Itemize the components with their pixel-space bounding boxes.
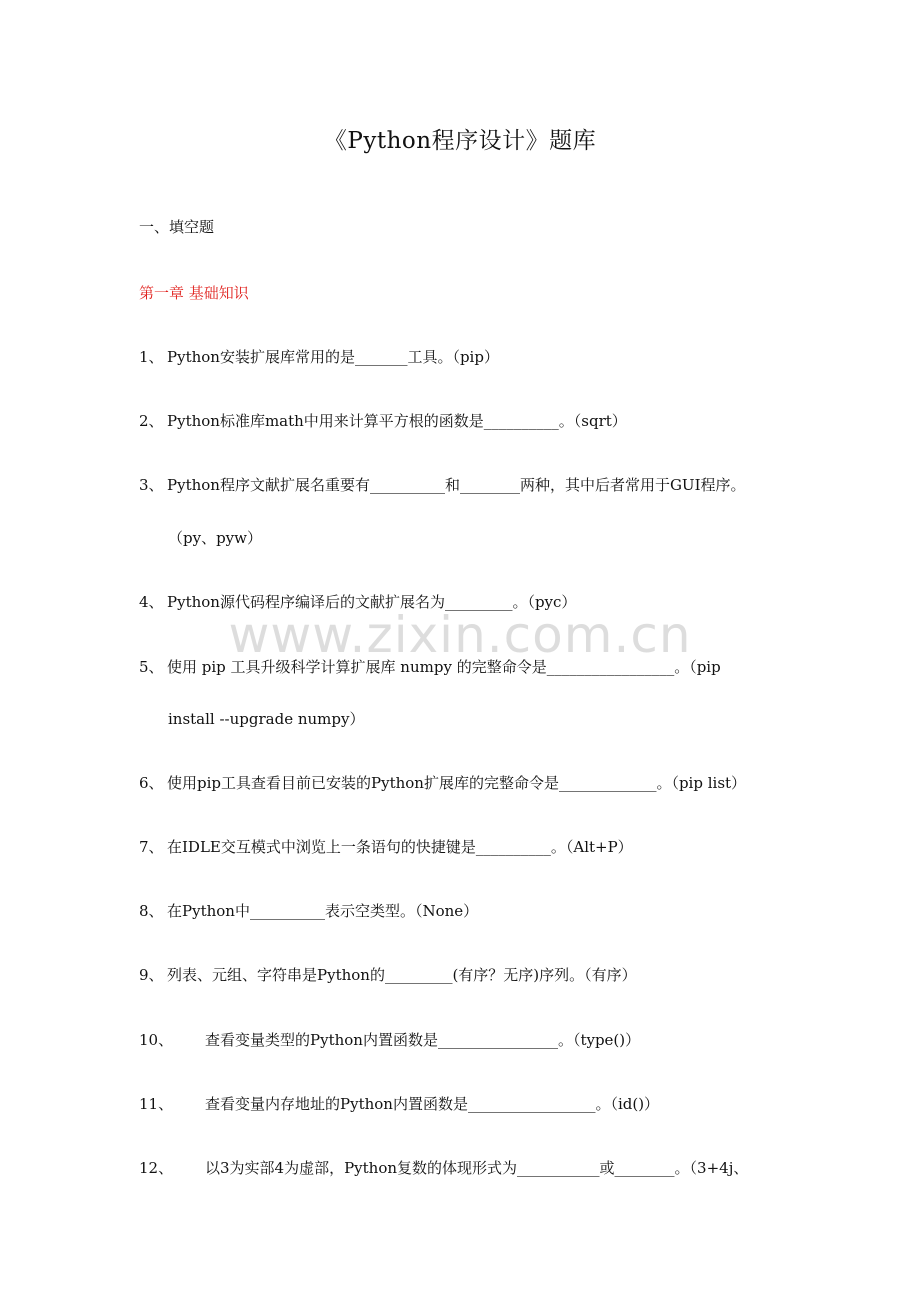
question-item bbox=[139, 964, 637, 985]
question-text: Python安装扩展库常用的是_______工具。（pip） bbox=[167, 348, 499, 366]
question-item bbox=[139, 1029, 640, 1050]
question-continuation: （py、pyw） bbox=[168, 529, 262, 547]
question-item bbox=[139, 346, 499, 367]
question-text: Python源代码程序编译后的文献扩展名为_________。（pyc） bbox=[167, 593, 577, 611]
question-number: 12、 bbox=[139, 1159, 174, 1177]
question-item bbox=[139, 410, 627, 431]
question-number: 5、 bbox=[139, 658, 164, 676]
question-text: 使用 pip 工具升级科学计算扩展库 numpy 的完整命令是_________________。（pip bbox=[167, 658, 721, 676]
question-text: 在IDLE交互模式中浏览上一条语句的快捷键是__________。（Alt+P） bbox=[167, 838, 633, 856]
section-heading: 一、填空题 bbox=[139, 218, 215, 236]
question-number: 8、 bbox=[139, 902, 164, 920]
watermark: www.zixin.com.cn bbox=[228, 606, 692, 664]
question-item bbox=[139, 836, 633, 857]
question-number: 3、 bbox=[139, 476, 164, 494]
question-number: 7、 bbox=[139, 838, 164, 856]
question-text: Python标准库math中用来计算平方根的函数是__________。（sqrt） bbox=[167, 412, 627, 430]
question-text: 使用pip工具查看目前已安装的Python扩展库的完整命令是_____________。（pip list） bbox=[167, 774, 747, 792]
question-item bbox=[139, 772, 746, 793]
question-number: 9、 bbox=[139, 966, 164, 984]
question-text: 查看变量内存地址的Python内置函数是_________________。（id()） bbox=[205, 1095, 660, 1113]
chapter-heading: 第一章 基础知识 bbox=[139, 284, 249, 302]
page-title: 《Python程序设计》题库 bbox=[323, 128, 597, 154]
question-number: 4、 bbox=[139, 593, 164, 611]
question-item bbox=[139, 474, 746, 495]
question-continuation: install --upgrade numpy） bbox=[168, 710, 365, 728]
question-text: 查看变量类型的Python内置函数是________________。（type()） bbox=[205, 1031, 641, 1049]
question-item bbox=[139, 656, 721, 677]
question-number: 6、 bbox=[139, 774, 164, 792]
question-text: Python程序文献扩展名重要有__________和________两种，其中后者常用于GUI程序。 bbox=[167, 476, 746, 494]
question-number: 1、 bbox=[139, 348, 164, 366]
question-text: 列表、元组、字符串是Python的_________(有序？无序)序列。（有序） bbox=[167, 966, 637, 984]
question-item bbox=[139, 1157, 748, 1178]
question-text: 以3为实部4为虚部，Python复数的体现形式为___________或________。（3+4j、 bbox=[205, 1159, 749, 1177]
question-item bbox=[139, 900, 478, 921]
question-number: 2、 bbox=[139, 412, 164, 430]
question-item bbox=[139, 1093, 659, 1114]
question-number: 10、 bbox=[139, 1031, 174, 1049]
question-number: 11、 bbox=[139, 1095, 174, 1113]
question-text: 在Python中__________表示空类型。（None） bbox=[167, 902, 479, 920]
